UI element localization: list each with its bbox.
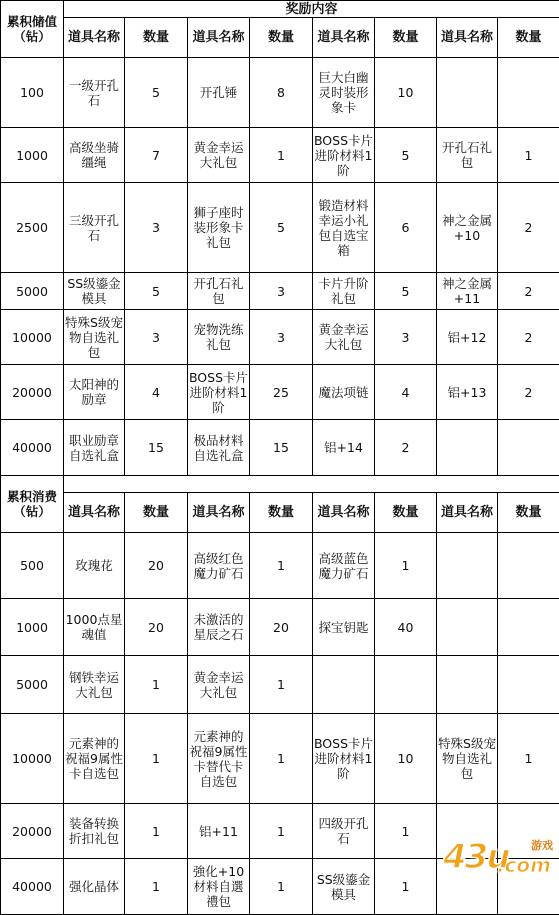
item-quantity-cell [498,420,559,476]
tier-amount: 20000 [1,804,64,859]
item-quantity-cell: 3 [375,310,437,365]
item-quantity-cell: 1 [125,859,188,915]
column-header-item-name: 道具名称 [313,18,375,58]
item-name-cell: 宠物洗练礼包 [188,310,250,365]
item-name-cell: BOSS卡片进阶材料1阶 [188,365,250,420]
item-quantity-cell: 1 [125,804,188,859]
item-quantity-cell: 1 [250,128,313,183]
tier-amount: 10000 [1,310,64,365]
column-header-item-name: 道具名称 [437,493,498,533]
item-quantity-cell: 2 [498,365,559,420]
column-header-item-name: 道具名称 [188,493,250,533]
item-quantity-cell: 5 [250,183,313,273]
item-quantity-cell: 1 [250,656,313,714]
tier-amount: 5000 [1,656,64,714]
item-name-cell: 1000点星魂值 [64,599,125,656]
item-name-cell [437,58,498,128]
item-name-cell: 魔法项链 [313,365,375,420]
item-name-cell: 高级红色魔力矿石 [188,533,250,599]
item-quantity-cell: 6 [375,183,437,273]
item-quantity-cell: 1 [498,714,559,804]
item-quantity-cell: 3 [125,310,188,365]
item-quantity-cell: 5 [125,58,188,128]
item-quantity-cell: 20 [250,599,313,656]
item-name-cell: 高级蓝色魔力矿石 [313,533,375,599]
item-name-cell: 开孔锤 [188,58,250,128]
column-header-quantity: 数量 [375,493,437,533]
item-quantity-cell: 4 [125,365,188,420]
item-quantity-cell: 1 [250,804,313,859]
item-quantity-cell: 1 [375,859,437,915]
item-name-cell: 黄金幸运大礼包 [188,128,250,183]
item-quantity-cell [375,656,437,714]
blank-spacer [64,476,559,493]
item-quantity-cell: 2 [375,420,437,476]
watermark-domain: .com [497,853,551,877]
tier-amount: 1000 [1,599,64,656]
item-quantity-cell [498,599,559,656]
item-quantity-cell: 2 [498,310,559,365]
item-name-cell: 钢铁幸运大礼包 [64,656,125,714]
item-quantity-cell: 1 [125,656,188,714]
item-quantity-cell: 1 [375,804,437,859]
item-name-cell: BOSS卡片进阶材料1阶 [313,714,375,804]
item-name-cell: SS级鎏金模具 [313,859,375,915]
column-header-item-name: 道具名称 [64,18,125,58]
item-quantity-cell: 15 [125,420,188,476]
item-quantity-cell: 5 [125,273,188,310]
item-name-cell: 铝+11 [188,804,250,859]
item-name-cell: 強化+10材料自選禮包 [188,859,250,915]
item-quantity-cell: 40 [375,599,437,656]
item-quantity-cell: 10 [375,714,437,804]
column-header-item-name: 道具名称 [64,493,125,533]
column-header-quantity: 数量 [125,493,188,533]
item-name-cell: 太阳神的励章 [64,365,125,420]
column-header-quantity: 数量 [375,18,437,58]
item-name-cell: 巨大白幽灵时装形象卡 [313,58,375,128]
column-header-quantity: 数量 [250,493,313,533]
item-quantity-cell: 2 [498,273,559,310]
item-quantity-cell: 1 [250,714,313,804]
item-quantity-cell: 15 [250,420,313,476]
item-name-cell: 神之金属+10 [437,183,498,273]
column-header-item-name: 道具名称 [437,18,498,58]
item-name-cell: 元素神的祝福9属性卡自选包 [64,714,125,804]
item-quantity-cell: 3 [250,310,313,365]
item-quantity-cell [498,58,559,128]
tier-amount: 1000 [1,128,64,183]
item-name-cell: 神之金属+11 [437,273,498,310]
item-name-cell: 装备转换折扣礼包 [64,804,125,859]
item-name-cell: 铝+14 [313,420,375,476]
item-quantity-cell: 7 [125,128,188,183]
item-name-cell: 一级开孔石 [64,58,125,128]
item-quantity-cell: 1 [250,533,313,599]
item-quantity-cell: 4 [375,365,437,420]
corner-header: 累积储值（钻） [1,1,64,58]
item-name-cell [313,656,375,714]
item-name-cell: 未激活的星辰之石 [188,599,250,656]
item-name-cell: 黄金幸运大礼包 [188,656,250,714]
item-name-cell: 锻造材料幸运小礼包自选宝箱 [313,183,375,273]
column-header-quantity: 数量 [125,18,188,58]
item-quantity-cell: 5 [375,128,437,183]
item-quantity-cell: 25 [250,365,313,420]
item-name-cell: 职业励章自选礼盒 [64,420,125,476]
item-name-cell: 极品材料自选礼盒 [188,420,250,476]
item-quantity-cell: 3 [125,183,188,273]
section-title: 奖励内容 [64,1,559,18]
item-name-cell: 开孔石礼包 [188,273,250,310]
item-quantity-cell: 2 [498,183,559,273]
tier-amount: 5000 [1,273,64,310]
tier-amount: 100 [1,58,64,128]
item-quantity-cell: 1 [498,128,559,183]
item-quantity-cell: 1 [125,714,188,804]
item-name-cell: 黄金幸运大礼包 [313,310,375,365]
item-name-cell: 特殊S级宠物自选礼包 [437,714,498,804]
tier-amount: 20000 [1,365,64,420]
item-name-cell: 元素神的祝福9属性卡替代卡自选包 [188,714,250,804]
tier-amount: 40000 [1,859,64,915]
item-name-cell: 狮子座时装形象卡礼包 [188,183,250,273]
item-quantity-cell: 8 [250,58,313,128]
item-quantity-cell: 1 [375,533,437,599]
item-name-cell: 特殊S级宠物自选礼包 [64,310,125,365]
item-name-cell: 强化晶体 [64,859,125,915]
item-quantity-cell: 3 [250,273,313,310]
item-quantity-cell: 20 [125,533,188,599]
item-name-cell: 探宝钥匙 [313,599,375,656]
item-name-cell: 玫瑰花 [64,533,125,599]
item-name-cell: 四级开孔石 [313,804,375,859]
item-name-cell: 铝+13 [437,365,498,420]
corner-header: 累积消费（钻） [1,476,64,533]
tier-amount: 2500 [1,183,64,273]
item-name-cell [437,420,498,476]
column-header-item-name: 道具名称 [188,18,250,58]
item-name-cell: SS级鎏金模具 [64,273,125,310]
item-name-cell: 开孔石礼包 [437,128,498,183]
item-quantity-cell: 20 [125,599,188,656]
watermark-suffix: 游戏 [531,837,553,853]
item-name-cell: 卡片升阶礼包 [313,273,375,310]
watermark-number: 43u [443,837,509,877]
tier-amount: 40000 [1,420,64,476]
item-name-cell [437,533,498,599]
column-header-quantity: 数量 [250,18,313,58]
item-quantity-cell [498,533,559,599]
item-name-cell: 铝+12 [437,310,498,365]
item-name-cell: 三级开孔石 [64,183,125,273]
item-quantity-cell: 10 [375,58,437,128]
tier-amount: 10000 [1,714,64,804]
item-quantity-cell: 5 [375,273,437,310]
item-name-cell [437,656,498,714]
item-name-cell [437,599,498,656]
item-quantity-cell [498,656,559,714]
item-name-cell: BOSS卡片进阶材料1阶 [313,128,375,183]
site-watermark-logo [443,835,553,881]
tier-amount: 500 [1,533,64,599]
column-header-quantity: 数量 [498,493,559,533]
column-header-quantity: 数量 [498,18,559,58]
item-quantity-cell: 1 [250,859,313,915]
column-header-item-name: 道具名称 [313,493,375,533]
item-name-cell: 高级坐骑缰绳 [64,128,125,183]
